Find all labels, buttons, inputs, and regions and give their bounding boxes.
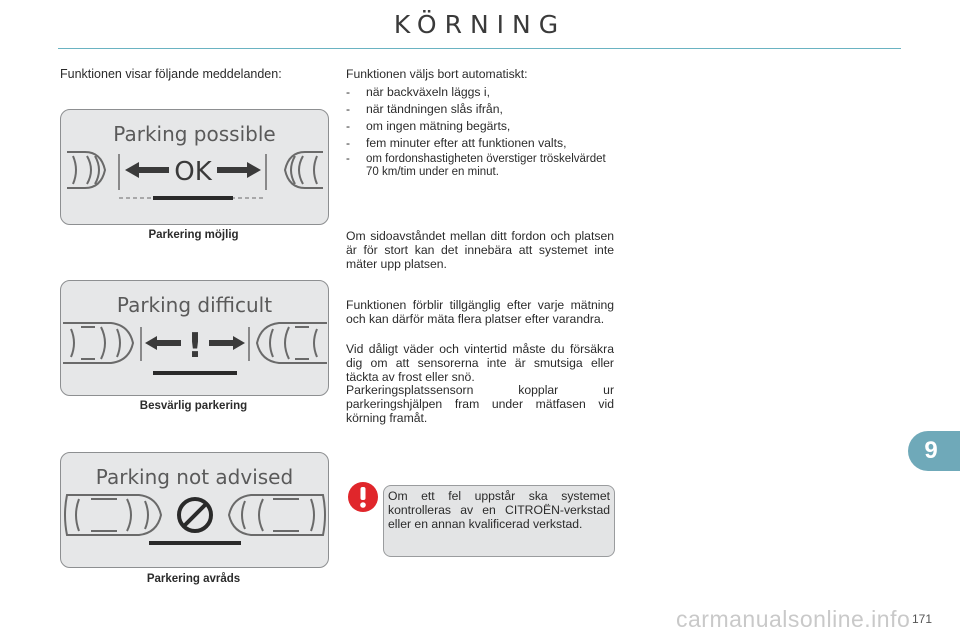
- parking-possible-panel: [60, 109, 329, 225]
- warning-text: Om ett fel uppstår ska systemet kontrolleras av en CITROËN-verkstad eller en annan kvalificerad verkstad.: [388, 489, 610, 531]
- parking-possible-illustration: [61, 110, 328, 224]
- left-arrow-icon: [145, 336, 181, 350]
- parking-difficult-panel: [60, 280, 329, 396]
- right-car-icon: [285, 152, 323, 188]
- auto-deselect-section: [346, 67, 614, 182]
- chapter-number: 9: [924, 437, 938, 464]
- list-item: - när backväxeln läggs i,: [346, 85, 490, 99]
- paragraph-sensor: Parkeringsplatssensorn kopplar ur parkeringshjälpen fram under mätfasen vid körning framåt.: [346, 383, 614, 425]
- parking-not-advised-panel: [60, 452, 329, 568]
- auto-deselect-intro: Funktionen väljs bort automatiskt:: [346, 67, 528, 81]
- left-car-icon: [65, 495, 161, 535]
- parking-possible-caption: Parkering möjlig: [148, 229, 239, 241]
- parking-not-advised-illustration: [61, 453, 328, 567]
- exclamation-warning-icon: [347, 481, 379, 513]
- paragraph-weather: Vid dåligt väder och vintertid måste du försäkra dig om att sensorerna inte är smutsiga eller täckta av frost eller snö.: [346, 342, 614, 384]
- page-title: KÖRNING: [393, 10, 567, 39]
- left-car-icon: [67, 152, 105, 188]
- intro-text: Funktionen visar följande meddelanden:: [60, 67, 282, 81]
- panel-title: Parking possible: [113, 122, 276, 146]
- warning-box: [383, 485, 615, 557]
- list-item: - när tändningen slås ifrån,: [346, 102, 503, 116]
- parking-difficult-caption: Besvärlig parkering: [139, 400, 248, 412]
- right-car-icon: [229, 495, 325, 535]
- list-item: - om fordonshastigheten överstiger tröskelvärdet 70 km/tim under en minut.: [346, 153, 606, 178]
- page-number: 171: [912, 612, 933, 626]
- left-car-icon: [63, 323, 133, 363]
- chapter-tab[interactable]: [908, 431, 960, 471]
- paragraph-distance: Om sidoavståndet mellan ditt fordon och platsen är för stort kan det innebära att systemet inte mäter upp platsen.: [346, 229, 614, 271]
- watermark-text: carmanualsonline.info: [676, 606, 911, 632]
- list-item: - fem minuter efter att funktionen valts,: [346, 136, 567, 150]
- warning-symbol: !: [187, 326, 203, 366]
- parking-not-advised-caption: Parkering avråds: [146, 573, 241, 585]
- header-divider: [58, 48, 901, 49]
- panel-title: Parking difficult: [116, 293, 273, 317]
- panel-title: Parking not advised: [95, 465, 294, 489]
- parking-difficult-illustration: [61, 281, 328, 395]
- no-entry-icon: [179, 499, 211, 531]
- paragraph-availability: Funktionen förblir tillgänglig efter varje mätning och kan därför mäta flera platser efter varandra.: [346, 298, 614, 326]
- left-arrow-icon: [125, 162, 169, 178]
- right-arrow-icon: [217, 162, 261, 178]
- list-item: - om ingen mätning begärts,: [346, 119, 511, 133]
- auto-deselect-list: [346, 85, 614, 179]
- ok-symbol: OK: [174, 157, 212, 187]
- right-car-icon: [257, 323, 327, 363]
- right-arrow-icon: [209, 336, 245, 350]
